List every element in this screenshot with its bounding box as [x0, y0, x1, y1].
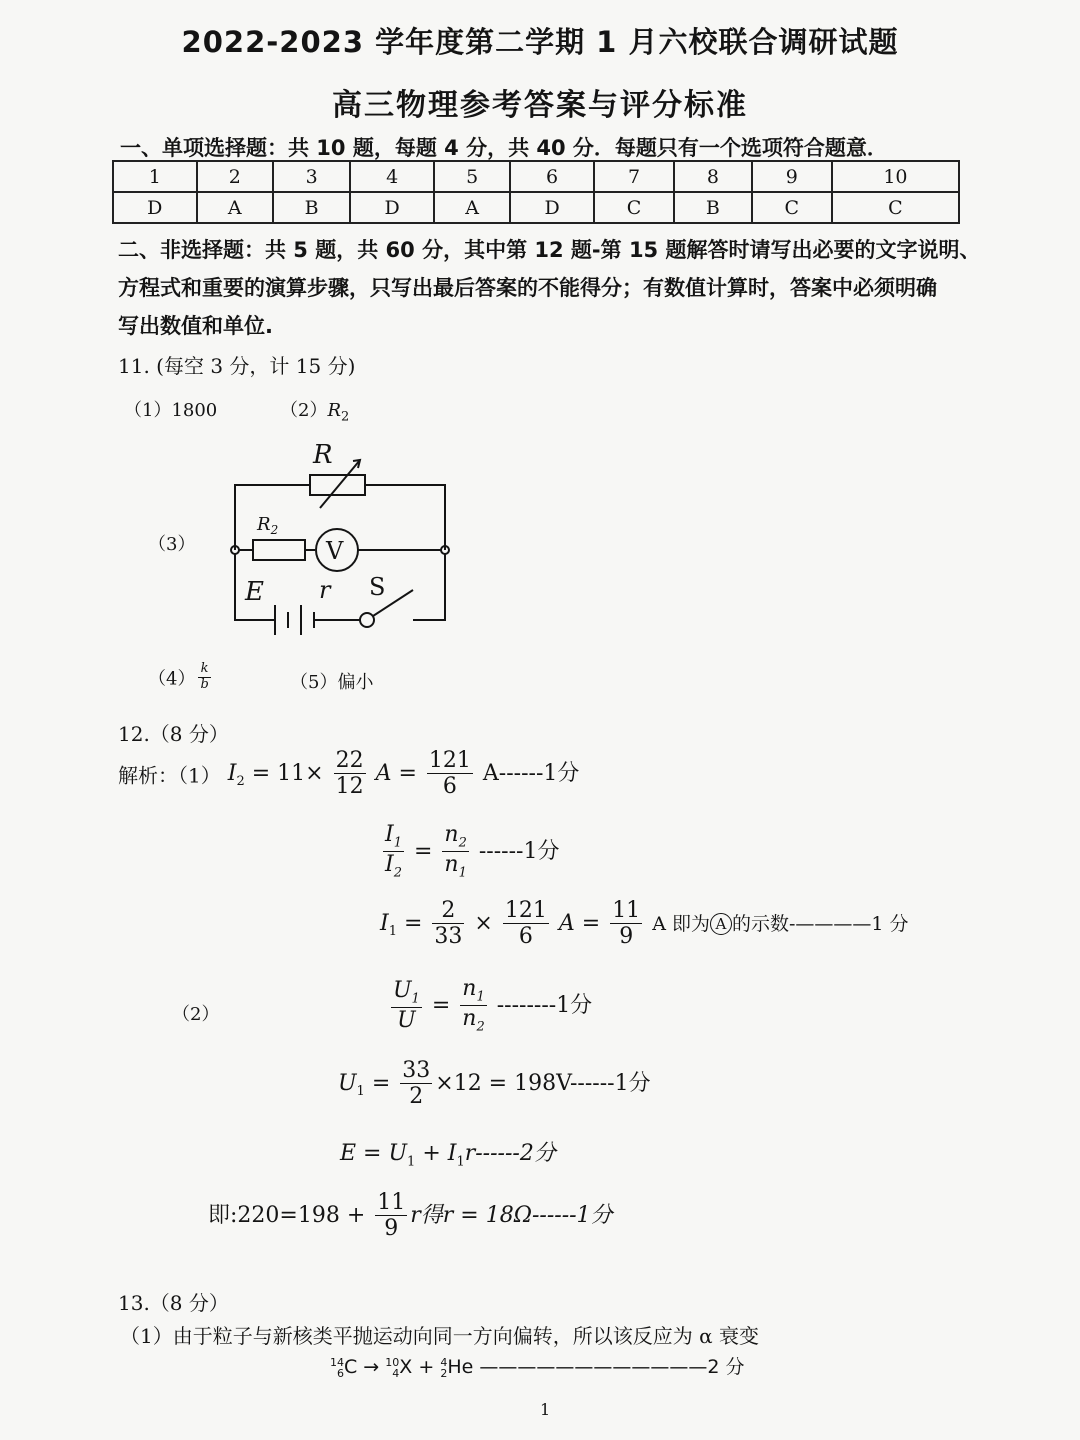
fraction-numerator: 22 [335, 748, 364, 773]
question-number-cell: 5 [434, 161, 510, 192]
answer-cell: D [350, 192, 434, 223]
answer-table-answer-row [113, 192, 959, 223]
q12-line-1 [118, 748, 579, 800]
q11-answer-2-sub: 2 [341, 409, 350, 425]
circuit-diagram [215, 430, 475, 650]
q12-l6-sub1: 1 [407, 1154, 416, 1170]
q12-l6-mid: + I [422, 1141, 457, 1166]
section2-line1: 二、非选择题：共 5 题，共 60 分，其中第 12 题-第 15 题解答时请写出必要的文字说明、 [118, 238, 981, 262]
q12-line-5 [338, 1058, 651, 1110]
q11-answer-5: （5）偏小 [290, 672, 374, 693]
x-symbol: X + [399, 1356, 435, 1378]
helium-mass-number: 4 [440, 1355, 448, 1369]
carbon-symbol: C → [344, 1356, 380, 1378]
fraction-denominator: $I_2$ [385, 852, 402, 881]
q12-l6-lhs: E = U [340, 1141, 408, 1166]
fraction-denominator: 12 [335, 774, 364, 800]
q11-answer-2 [280, 396, 349, 425]
q13-eq-tail: ————————————2 分 [479, 1356, 745, 1378]
circuit-label-r: r [319, 576, 331, 604]
q12-header: 12.（8 分） [118, 722, 229, 746]
document-subtitle: 高三物理参考答案与评分标准 [332, 88, 748, 123]
question-number-cell: 6 [510, 161, 594, 192]
ammeter-circle-icon: A [710, 913, 732, 935]
circuit-label-R2: R [257, 514, 271, 535]
q12-l4-tail: --------1分 [496, 992, 593, 1018]
equals-sign: = [403, 910, 423, 936]
nuclear-equation [330, 1352, 744, 1379]
q12-l7-tail: r得r = 18Ω------1分 [410, 1202, 613, 1228]
q12-line-6 [340, 1136, 556, 1169]
fraction-numerator: $U_1$ [393, 978, 420, 1007]
svg-text:R2 [256, 514, 278, 537]
answer-table-number-row [113, 161, 959, 192]
fraction-numerator: $n_2$ [444, 822, 467, 851]
fraction-denominator: 6 [518, 924, 533, 950]
q12-l3-frac1 [432, 898, 464, 950]
fraction-denominator: 2 [409, 1084, 424, 1110]
q12-l3-lhs: I [380, 910, 389, 936]
x-atomic-number: 4 [392, 1366, 400, 1380]
fraction-denominator: $n_1$ [444, 852, 467, 881]
q12-part2-label: （2） [172, 1004, 220, 1025]
fraction-numerator: 11 [612, 898, 641, 923]
section2-line3: 写出数值和单位. [118, 314, 273, 338]
question-number-cell: 9 [752, 161, 832, 192]
q12-l4-frac-left [391, 978, 422, 1034]
switch-label-S: S [369, 573, 386, 601]
q11-answer-4-fraction [198, 662, 210, 693]
question-number-cell: 10 [832, 161, 959, 192]
answer-cell: C [832, 192, 959, 223]
fraction-numerator: $n_1$ [462, 976, 485, 1005]
q12-l7-frac [375, 1190, 407, 1242]
helium-atomic-number: 2 [440, 1366, 448, 1380]
answer-cell: B [674, 192, 751, 223]
fraction-numerator: 11 [377, 1190, 406, 1215]
q12-l5-frac [400, 1058, 432, 1110]
helium-symbol: He [447, 1356, 474, 1378]
answer-cell: D [113, 192, 197, 223]
q11-answer-2-value: R [327, 400, 342, 421]
equals-sign: = [371, 1070, 391, 1096]
q12-l5-lhs: U [338, 1070, 357, 1096]
q12-l2-frac-right [442, 822, 468, 882]
page-number: 1 [540, 1400, 551, 1419]
answer-cell: A [434, 192, 510, 223]
q12-l5-sub: 1 [356, 1084, 365, 1100]
q12-l2-frac-left [383, 822, 404, 882]
equals-sign: = [413, 838, 433, 864]
q11-answer-2-label: （2） [280, 400, 328, 421]
q12-l1-lhs: I [227, 760, 237, 786]
q12-l6-sub2: 1 [456, 1154, 465, 1170]
q12-l1-sub: 2 [236, 774, 245, 790]
q12-l6-tail: r------2分 [464, 1141, 556, 1166]
fraction-numerator: $I_1$ [385, 822, 402, 851]
fraction-denominator: 9 [619, 924, 634, 950]
answer-cell: C [594, 192, 674, 223]
q12-line-2 [380, 822, 559, 882]
q12-l3-mid: A = [558, 910, 601, 936]
answer-cell: D [510, 192, 594, 223]
q12-line-4 [388, 976, 592, 1036]
answer-cell: B [273, 192, 350, 223]
q12-l3-frac3 [610, 898, 642, 950]
q11-answer-3-label: （3） [148, 534, 196, 555]
fraction-denominator: 6 [442, 774, 457, 800]
q11-answer-1: （1）1800 [124, 400, 218, 421]
fraction-numerator: k [198, 662, 210, 678]
circuit-label-E: E [245, 577, 264, 607]
question-number-cell: 3 [273, 161, 350, 192]
circuit-label-R2-sub: 2 [270, 523, 279, 537]
fraction-denominator: $n_2$ [462, 1006, 485, 1035]
answer-table [112, 160, 960, 224]
q12-l7-pre: 即:220=198 + [208, 1202, 366, 1228]
q12-line-7 [208, 1190, 613, 1242]
fraction-denominator: U [397, 1008, 416, 1034]
q12-l1-eq: = 11× [251, 760, 324, 786]
q12-l5-tail: ×12 = 198V------1分 [435, 1070, 651, 1096]
fraction-denominator: b [200, 676, 209, 692]
q12-l1-frac1 [334, 748, 366, 800]
q12-l1-tail: A------1分 [482, 760, 580, 786]
document-title: 2022-2023 学年度第二学期 1 月六校联合调研试题 [181, 25, 899, 59]
q13-header: 13.（8 分） [118, 1291, 229, 1315]
fraction-numerator: 121 [504, 898, 547, 923]
question-number-cell: 2 [197, 161, 273, 192]
section1-heading: 一、单项选择题：共 10 题，每题 4 分，共 40 分．每题只有一个选项符合题意． [120, 136, 888, 160]
q13-line-1: （1）由于粒子与新核类平抛运动向同一方向偏转，所以该反应为 α 衰变 [120, 1324, 759, 1348]
q11-header: 11. (每空 3 分，计 15 分) [118, 354, 356, 378]
section2-line2: 方程式和重要的演算步骤，只写出最后答案的不能得分；有数值计算时，答案中必须明确 [118, 276, 937, 300]
q12-l2-tail: ------1分 [478, 838, 560, 864]
equals-sign: = [431, 992, 451, 1018]
question-number-cell: 1 [113, 161, 197, 192]
carbon-mass-number: 14 [330, 1355, 344, 1369]
fraction-numerator: 2 [432, 898, 464, 924]
fraction-numerator: 33 [402, 1058, 431, 1083]
circuit-label-R: R [313, 440, 333, 470]
question-number-cell: 7 [594, 161, 674, 192]
q11-answer-4 [148, 662, 214, 693]
q12-part1-label: 解析：（1） [118, 763, 221, 788]
q11-answer-4-label: （4） [148, 668, 196, 690]
x-mass-number: 10 [385, 1355, 400, 1369]
fraction-denominator: 9 [384, 1216, 399, 1242]
times-sign: × [474, 910, 493, 936]
q12-l3-text: A 即为 [652, 912, 710, 935]
q12-l1-frac2 [427, 748, 473, 800]
fraction-denominator: 33 [434, 924, 463, 950]
answer-cell: C [752, 192, 832, 223]
q12-l1-mid: A = [375, 760, 417, 786]
q12-l4-frac-right [460, 976, 486, 1036]
voltmeter-label: V [326, 537, 344, 565]
q12-l3-sub: 1 [388, 924, 397, 940]
answer-cell: A [197, 192, 273, 223]
carbon-atomic-number: 6 [337, 1366, 344, 1380]
q12-l3-tail: 的示数-————1 分 [731, 912, 909, 935]
fraction-numerator: 121 [428, 748, 471, 773]
q12-line-3 [380, 898, 909, 950]
question-number-cell: 8 [674, 161, 751, 192]
q12-l3-frac2 [503, 898, 549, 950]
question-number-cell: 4 [350, 161, 434, 192]
